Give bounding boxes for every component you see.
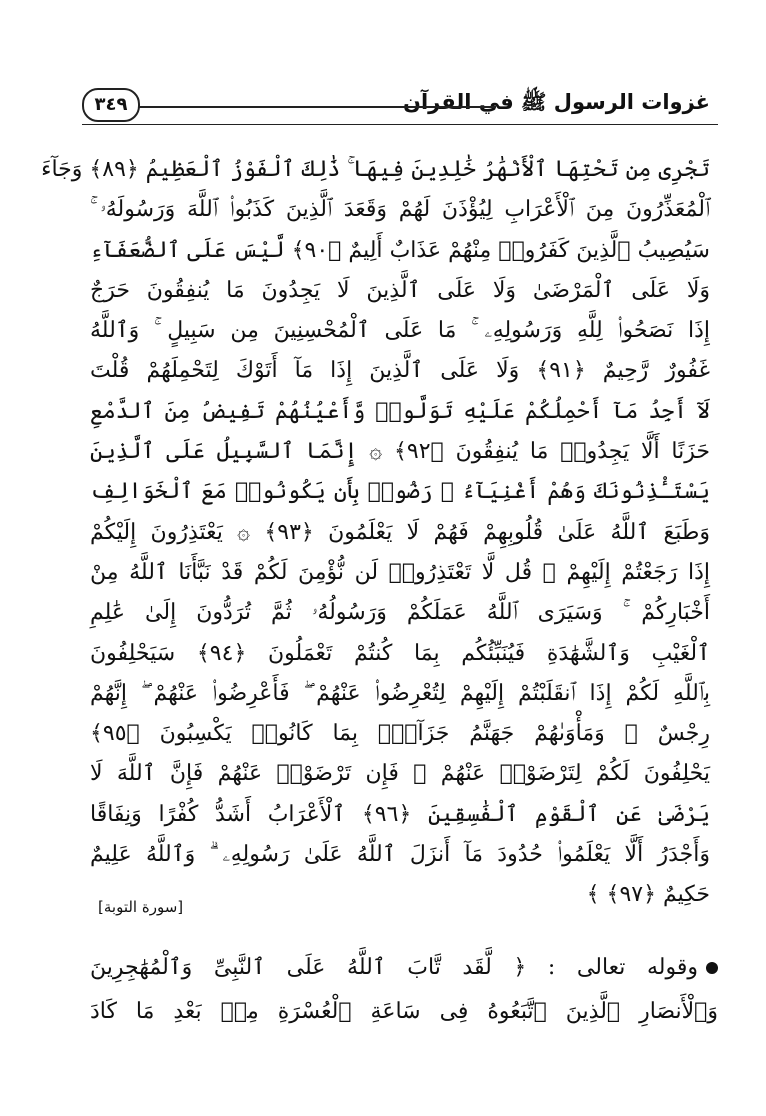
verse-line: حَزَنًا أَلَّا يَجِدُوا۟ مَا يُنفِقُونَ ﴿٩٢﴾ ۞ إِنَّمَا ٱلسَّبِيلُ عَلَى ٱلَّذِينَ — [90, 439, 710, 465]
verse-line: لَآ أَجِدُ مَآ أَحْمِلُكُمْ عَلَيْهِ تَوَلَّوا۟ وَّأَعْيُنُهُمْ تَفِيضُ مِنَ ٱلدَّمْعِ — [90, 398, 710, 424]
verse-line: إِذَا رَجَعْتُمْ إِلَيْهِمْ ۚ قُل لَّا تَعْتَذِرُوا۟ لَن نُّؤْمِنَ لَكُمْ قَدْ نَبَّأَنَا ٱللَّهُ مِنْ — [90, 559, 710, 585]
bullet-icon — [706, 962, 718, 974]
verse-line: وَلَا عَلَى ٱلْمَرْضَىٰ وَلَا عَلَى ٱلَّذِينَ لَا يَجِدُونَ مَا يُنفِقُونَ حَرَجٌ — [90, 277, 710, 303]
verse-line: تَجْرِى مِن تَحْتِهَا ٱلْأَنْهَٰرُ خَٰلِدِينَ فِيهَا ۚ ذَٰلِكَ ٱلْفَوْزُ ٱلْعَظِيمُ ﴿٨٩﴾ وَجَآءَ — [41, 157, 710, 182]
verse-line: يَسْتَـْٔذِنُونَكَ وَهُمْ أَغْنِيَآءُ ۚ رَضُوا۟ بِأَن يَكُونُوا۟ مَعَ ٱلْخَوَالِفِ — [90, 479, 710, 505]
verse-line: ٱلْغَيْبِ وَٱلشَّهَٰدَةِ فَيُنَبِّئُكُم بِمَا كُنتُمْ تَعْمَلُونَ ﴿٩٤﴾ سَيَحْلِفُونَ — [90, 640, 711, 666]
quote-block — [90, 946, 718, 1034]
verse-line: رِجْسٌ ۖ وَمَأْوَىٰهُمْ جَهَنَّمُ جَزَآءًۢ بِمَا كَانُوا۟ يَكْسِبُونَ ﴿٩٥﴾ — [90, 721, 710, 747]
verse-line: أَخْبَارِكُمْ ۚ وَسَيَرَى ٱللَّهُ عَمَلَكُمْ وَرَسُولُهُۥ ثُمَّ تُرَدُّونَ إِلَىٰ عَٰلِمِ — [90, 600, 710, 626]
verse-line: يَرْضَىٰ عَنِ ٱلْقَوْمِ ٱلْفَٰسِقِينَ ﴿٩٦﴾ ٱلْأَعْرَابُ أَشَدُّ كُفْرًا وَنِفَاقًا — [90, 801, 710, 827]
quote-line — [90, 946, 718, 990]
header-divider — [82, 124, 718, 125]
verse-block — [41, 150, 711, 916]
book-title: غزوات الرسول ﷺ في القرآن — [403, 90, 710, 114]
quote-line: وَٱلْأَنصَارِ ٱلَّذِينَ ٱتَّبَعُوهُ فِى سَاعَةِ ٱلْعُسْرَةِ مِنۢ بَعْدِ مَا كَادَ — [90, 999, 718, 1024]
page-number: ٣٤٩ — [82, 88, 140, 122]
quote-intro: وقوله تعالى : — [547, 955, 698, 980]
surah-reference: [سورة التوبة] — [98, 898, 184, 916]
quote-verse-start: ﴿ لَّقَد تَّابَ ٱللَّهُ عَلَى ٱلنَّبِىِّ وَٱلْمُهَٰجِرِينَ — [90, 955, 527, 980]
verse-line: وَأَجْدَرُ أَلَّا يَعْلَمُوا۟ حُدُودَ مَآ أَنزَلَ ٱللَّهُ عَلَىٰ رَسُولِهِۦ ۗ وَٱللَّهُ عَلِيمٌ — [90, 842, 710, 868]
verse-line: حَكِيمٌ ﴿٩٧﴾ ﴾ — [586, 882, 710, 908]
verse-line: إِذَا نَصَحُوا۟ لِلَّهِ وَرَسُولِهِۦ ۚ مَا عَلَى ٱلْمُحْسِنِينَ مِن سَبِيلٍ ۚ وَٱللَّهُ — [90, 318, 710, 344]
verse-line: بِٱللَّهِ لَكُمْ إِذَا ٱنقَلَبْتُمْ إِلَيْهِمْ لِتُعْرِضُوا۟ عَنْهُمْ ۖ فَأَعْرِضُوا۟ عَنْهُمْ ۖ إِنَّهُمْ — [90, 680, 710, 706]
verse-line: غَفُورٌ رَّحِيمٌ ﴿٩١﴾ وَلَا عَلَى ٱلَّذِينَ إِذَا مَآ أَتَوْكَ لِتَحْمِلَهُمْ قُلْتَ — [90, 358, 710, 384]
verse-line: ٱلْمُعَذِّرُونَ مِنَ ٱلْأَعْرَابِ لِيُؤْذَنَ لَهُمْ وَقَعَدَ ٱلَّذِينَ كَذَبُوا۟ ٱللَّهَ وَرَسُولَهُۥ ۚ — [90, 197, 710, 223]
verse-line: وَطَبَعَ ٱللَّهُ عَلَىٰ قُلُوبِهِمْ فَهُمْ لَا يَعْلَمُونَ ﴿٩٣﴾ ۞ يَعْتَذِرُونَ إِلَيْكُمْ — [90, 519, 710, 545]
verse-line: يَحْلِفُونَ لَكُمْ لِتَرْضَوْا۟ عَنْهُمْ ۖ فَإِن تَرْضَوْا۟ عَنْهُمْ فَإِنَّ ٱللَّهَ لَا — [90, 761, 710, 787]
page-header — [82, 86, 718, 134]
header-rule — [138, 106, 496, 108]
verse-line: سَيُصِيبُ ٱلَّذِينَ كَفَرُوا۟ مِنْهُمْ عَذَابٌ أَلِيمٌ ﴿٩٠﴾ لَّيْسَ عَلَى ٱلضُّعَفَآءِ — [90, 237, 710, 263]
